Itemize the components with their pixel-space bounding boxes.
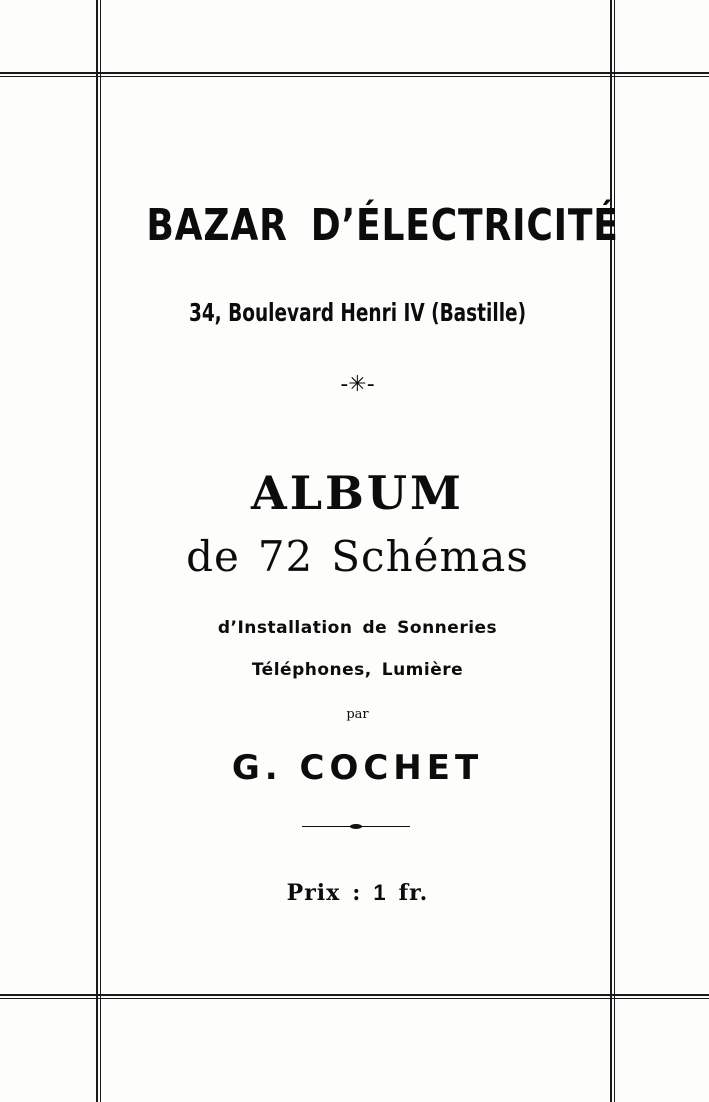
shop-name xyxy=(146,200,619,251)
subtitle-word: Schémas xyxy=(331,532,529,581)
schema-count: 72 xyxy=(257,532,314,581)
description-word: Sonneries xyxy=(397,618,498,638)
divider-dot xyxy=(350,824,362,829)
album-title: ALBUM xyxy=(251,466,464,520)
description-word: Lumière xyxy=(381,660,464,680)
top-border-rule xyxy=(0,72,709,77)
price-amount: 1 xyxy=(373,880,387,905)
description-line-1 xyxy=(100,618,615,638)
description-word: de xyxy=(362,618,388,638)
bottom-border-rule xyxy=(0,994,709,999)
price-label: Prix xyxy=(286,880,341,906)
album-subtitle xyxy=(100,532,615,581)
price-unit: fr. xyxy=(398,880,429,906)
description-line-2 xyxy=(100,660,615,680)
shop-address: 34, Boulevard Henri IV (Bastille) xyxy=(188,298,527,327)
author-name: G. COCHET xyxy=(231,748,484,788)
shop-name-part2: D’ÉLECTRICITÉ xyxy=(310,200,619,251)
description-word: Téléphones, xyxy=(251,660,372,680)
price-separator: : xyxy=(352,880,362,906)
description-word: d’Installation xyxy=(217,618,353,638)
price xyxy=(100,880,615,906)
shop-name-part1: BAZAR xyxy=(146,200,288,251)
subtitle-prefix: de xyxy=(186,532,240,581)
ornament-star-icon: -✳- xyxy=(340,372,375,397)
by-label: par xyxy=(346,707,369,722)
